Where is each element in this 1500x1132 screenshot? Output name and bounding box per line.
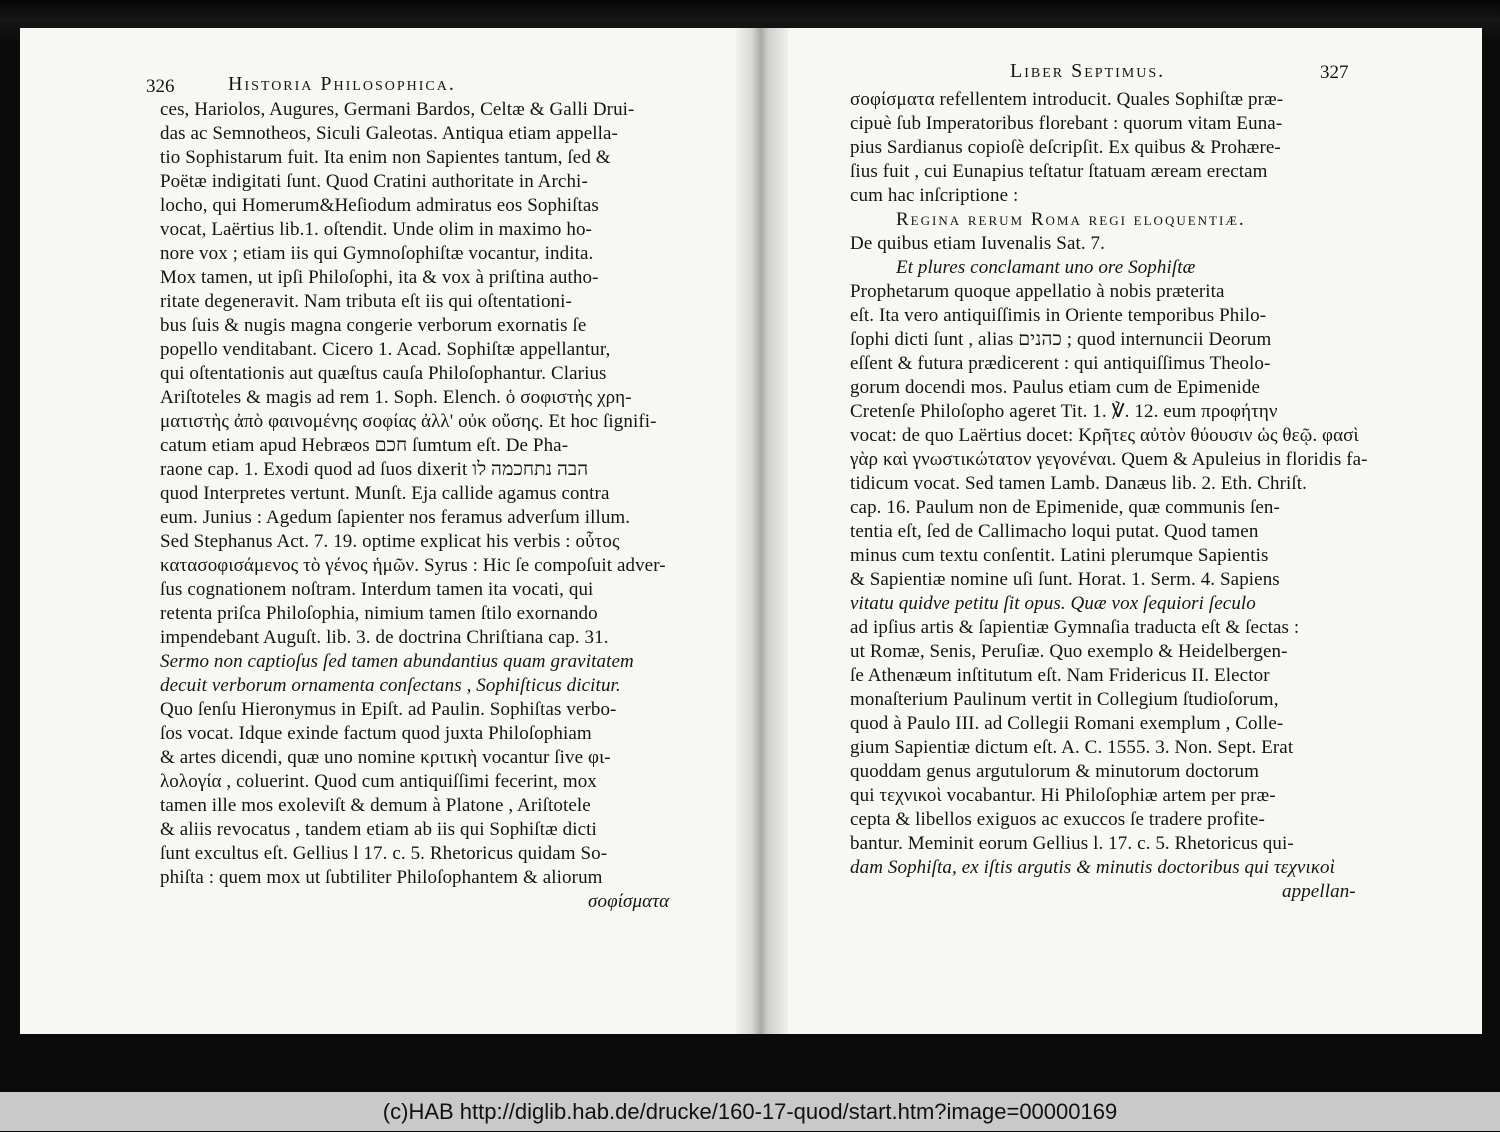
- text-line: De quibus etiam Iuvenalis Sat. 7.: [850, 233, 1106, 254]
- text-line: σοφίσματα refellentem introducit. Quales Sophiſtæ præ-: [850, 89, 1284, 110]
- text-line: cipuè ſub Imperatoribus florebant : quorum vitam Euna-: [850, 113, 1283, 134]
- text-line: retenta priſca Philoſophia, nimium tamen ſtilo exornando: [160, 603, 598, 624]
- text-line: tentia eſt, ſed de Callimacho loqui putat. Quod tamen: [850, 521, 1259, 542]
- text-line: ut Romæ, Senis, Peruſiæ. Quo exemplo & Heidelbergen-: [850, 641, 1288, 662]
- text-line: ſophi dicti ſunt , alias כהנים ; quod internuncii Deorum: [850, 329, 1272, 350]
- text-line: cum hac inſcriptione :: [850, 185, 1019, 206]
- inscription-line: Regina rerum Roma regi eloquentiæ.: [896, 209, 1246, 230]
- text-line: Mox tamen, ut ipſi Philoſophi, ita & vox à priſtina autho-: [160, 267, 599, 288]
- book-spread: [20, 28, 1482, 1034]
- text-line: vitatu quidve petitu ſit opus. Quæ vox ſequiori ſeculo: [850, 593, 1256, 614]
- text-line: impendebant Auguſt. lib. 3. de doctrina Chriſtiana cap. 31.: [160, 627, 609, 648]
- text-line: qui oſtentationis aut quæſtus cauſa Philoſophantur. Clarius: [160, 363, 607, 384]
- text-line: gium Sapientiæ dictum eſt. A. C. 1555. 3. Non. Sept. Erat: [850, 737, 1294, 758]
- left-page-number: 326: [146, 76, 175, 97]
- text-line: & artes dicendi, quæ uno nomine κριτικὴ vocantur ſive φι-: [160, 747, 611, 768]
- text-line: eſt. Ita vero antiquiſſimis in Oriente temporibus Philo-: [850, 305, 1267, 326]
- text-line: ſius fuit , cui Eunapius teſtatur ſtatuam æream erectam: [850, 161, 1268, 182]
- text-line: bantur. Meminit eorum Gellius l. 17. c. 5. Rhetoricus qui-: [850, 833, 1294, 854]
- text-line: vocat: de quo Laërtius docet: Κρῆτες αὐτὸν θύουσιν ὡς θεῷ. φασὶ: [850, 425, 1359, 446]
- left-running-head: Historia Philosophica.: [228, 73, 456, 95]
- text-line: cepta & libellos exiguos ac exuccos ſe tradere profite-: [850, 809, 1265, 830]
- text-line: Ariſtoteles & magis ad rem 1. Soph. Elench. ὁ σοφιστὴς χρη-: [160, 387, 632, 408]
- text-line: ad ipſius artis & ſapientiæ Gymnaſia traducta eſt & ſectas :: [850, 617, 1300, 638]
- text-line: ces, Hariolos, Augures, Germani Bardos, Celtæ & Galli Drui-: [160, 99, 635, 120]
- text-line: & aliis revocatus , tandem etiam ab iis qui Sophiſtæ dicti: [160, 819, 597, 840]
- text-line: λολογία , coluerint. Quod cum antiquiſſimi fecerint, mox: [160, 771, 597, 792]
- copyright-footer: (c)HAB http://diglib.hab.de/drucke/160-17-quod/start.htm?image=00000169: [0, 1092, 1500, 1131]
- text-line: κατασοφισάμενος τὸ γένος ἡμῶν. Syrus : Hic ſe compoſuit adver-: [160, 555, 666, 576]
- text-line: ſunt excultus eſt. Gellius l 17. c. 5. Rhetoricus quidam So-: [160, 843, 608, 864]
- text-line: Quo ſenſu Hieronymus in Epiſt. ad Paulin. Sophiſtas verbo-: [160, 699, 617, 720]
- text-line: locho, qui Homerum&Heſiodum admiratus eos Sophiſtas: [160, 195, 599, 216]
- right-page: [788, 28, 1482, 1034]
- text-line: eſſent & futura prædicerent : qui antiquiſſimus Theolo-: [850, 353, 1271, 374]
- text-line: minus cum textu conſentit. Latini plerumque Sapientis: [850, 545, 1269, 566]
- text-line: phiſta : quem mox ut ſubtiliter Philoſophantem & aliorum: [160, 867, 603, 888]
- right-page-number: 327: [1320, 62, 1349, 83]
- text-line: tio Sophistarum fuit. Ita enim non Sapientes tantum, ſed &: [160, 147, 611, 168]
- right-running-head: Liber Septimus.: [1010, 60, 1166, 82]
- text-line: Cretenſe Philoſopho ageret Tit. 1. ℣. 12. eum προφήτην: [850, 401, 1278, 422]
- text-line: cap. 16. Paulum non de Epimenide, quæ communis ſen-: [850, 497, 1280, 518]
- text-line: ritate degeneravit. Nam tributa eſt iis qui oſtentationi-: [160, 291, 572, 312]
- left-page: [20, 28, 736, 1034]
- text-line: ſus cognationem noſtram. Interdum tamen ita vocati, qui: [160, 579, 594, 600]
- left-catchword: σοφίσματα: [588, 891, 670, 912]
- text-line: quod à Paulo III. ad Collegii Romani exemplum , Colle-: [850, 713, 1284, 734]
- text-line: quod Interpretes vertunt. Munſt. Eja callide agamus contra: [160, 483, 610, 504]
- text-line: ſos vocat. Idque exinde factum quod juxta Philoſophiam: [160, 723, 592, 744]
- text-line: tidicum vocat. Sed tamen Lamb. Danæus lib. 2. Eth. Chriſt.: [850, 473, 1307, 494]
- book-gutter: [736, 28, 788, 1034]
- text-line: pius Sardianus copioſè deſcripſit. Ex quibus & Prohære-: [850, 137, 1281, 158]
- text-line: qui τεχνικοὶ vocabantur. Hi Philoſophiæ artem per præ-: [850, 785, 1276, 806]
- text-line: popello venditabant. Cicero 1. Acad. Sophiſtæ appellantur,: [160, 339, 611, 360]
- text-line: gorum docendi mos. Paulus etiam cum de Epimenide: [850, 377, 1261, 398]
- text-line: vocat, Laërtius lib.1. oſtendit. Unde olim in maximo ho-: [160, 219, 592, 240]
- text-line: nore vox ; etiam iis qui Gymnoſophiſtæ vocantur, indita.: [160, 243, 594, 264]
- text-line: Poëtæ indigitati ſunt. Quod Cratini authoritate in Archi-: [160, 171, 588, 192]
- text-line: monaſterium Paulinum vertit in Collegium ſtudioſorum,: [850, 689, 1279, 710]
- text-line: raone cap. 1. Exodi quod ad ſuos dixerit הבה נתחכמה לו: [160, 459, 589, 480]
- text-line: quoddam genus argutulorum & minutorum doctorum: [850, 761, 1260, 782]
- right-catchword: appellan-: [1282, 881, 1356, 902]
- text-line: ματιστὴς ἀπὸ φαινομένης σοφίας ἀλλ' οὐκ οὔσης. Et hoc ſignifi-: [160, 411, 657, 432]
- text-line: γὰρ καὶ γνωστικώτατον γεγονέναι. Quem & Apuleius in floridis fa-: [850, 449, 1368, 470]
- text-line: catum etiam apud Hebræos חכם ſumtum eſt. De Pha-: [160, 435, 569, 456]
- text-line: tamen ille mos exoleviſt & demum à Platone , Ariſtotele: [160, 795, 591, 816]
- quote-line: Et plures conclamant uno ore Sophiſtæ: [896, 257, 1196, 278]
- text-line: bus ſuis & nugis magna congerie verborum exornatis ſe: [160, 315, 587, 336]
- text-line: Prophetarum quoque appellatio à nobis præterita: [850, 281, 1225, 302]
- text-line: decuit verborum ornamenta conſectans , Sophiſticus dicitur.: [160, 675, 621, 696]
- text-line: Sermo non captioſus ſed tamen abundantius quam gravitatem: [160, 651, 634, 672]
- text-line: eum. Junius : Agedum ſapienter nos feramus adverſum illum.: [160, 507, 631, 528]
- text-line: dam Sophiſta, ex iſtis argutis & minutis doctoribus qui τεχνικοὶ: [850, 857, 1336, 878]
- text-line: das ac Semnotheos, Siculi Galeotas. Antiqua etiam appella-: [160, 123, 618, 144]
- text-line: Sed Stephanus Act. 7. 19. optime explicat his verbis : οὗτος: [160, 531, 620, 552]
- text-line: ſe Athenæum inſtitutum eſt. Nam Fridericus II. Elector: [850, 665, 1270, 686]
- text-line: & Sapientiæ nomine uſi ſunt. Horat. 1. Serm. 4. Sapiens: [850, 569, 1280, 590]
